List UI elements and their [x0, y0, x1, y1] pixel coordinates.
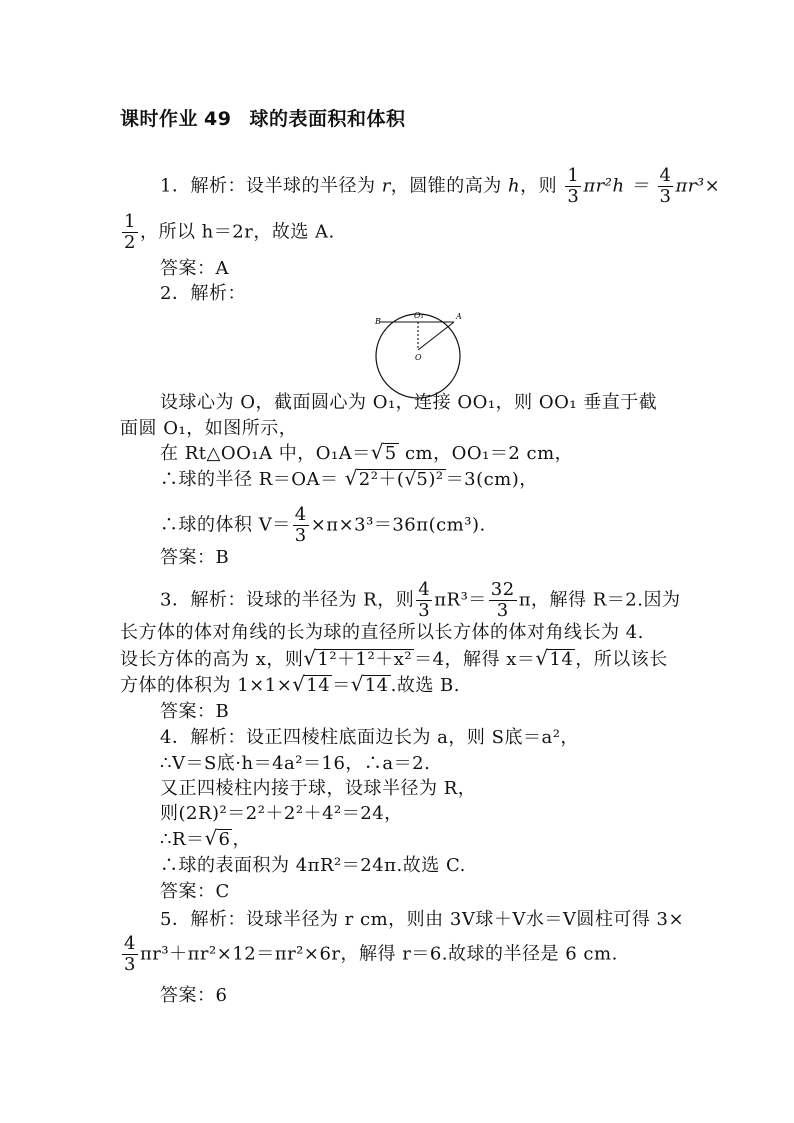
fraction: $\frac{4}{3}$: [418, 579, 431, 621]
radical: √ 14: [351, 674, 391, 698]
q5-answer: 答案：6: [160, 985, 228, 1006]
q3-line-4: 方体的体积为 1×1×√ 14 ＝√ 14 .故选 B.: [120, 674, 460, 698]
fraction: $\frac{4}{3}$: [294, 504, 307, 546]
q2-lead: 2．解析：: [160, 283, 246, 304]
q2-line-4: ∴球的半径 R＝OA＝ √ 2²＋(√5)² ＝3(cm)，: [160, 468, 538, 492]
page-title: [120, 104, 405, 131]
q4-line-4: 则(2R)²＝2²＋2²＋4²＝24，: [160, 803, 403, 824]
q4-answer: 答案：C: [160, 881, 230, 902]
radical: √ 1²＋1²＋x²: [303, 648, 414, 672]
fraction: $\frac{32}{3}$: [490, 579, 515, 621]
fraction: $\frac{4}{3}$: [124, 933, 136, 975]
label-O: O: [415, 353, 422, 362]
q3-line-2: 长方体的体对角线的长为球的直径所以长方体的体对角线长为 4.: [120, 622, 644, 643]
q5-line-1: 5．解析：设球半径为 r cm，则由 3V球＋V水＝V圆柱可得 3×: [160, 909, 685, 930]
q2-line-5: ∴球的体积 V＝ $\frac{4}{3}$ ×π×3³＝36π(cm³).: [160, 504, 486, 546]
q1-line-1: 1．解析：设半球的半径为 r，圆锥的高为 h，则 $\frac{1}{3}$ πr²h ＝ $\frac{4}{3}$ πr³×: [160, 165, 721, 207]
q2-line-2: 面圆 O₁，如图所示，: [120, 418, 298, 439]
label-O1: O₁: [414, 311, 424, 320]
q1-line-2: $\frac{1}{2}$ ，所以 h＝2r，故选 A.: [124, 211, 335, 253]
q4-line-6: ∴球的表面积为 4πR²＝24π.故选 C.: [160, 855, 466, 876]
q5-line-2: $\frac{4}{3}$ πr³＋πr²×12＝πr²×6r，解得 r＝6.故球的半径是 6 cm.: [124, 933, 618, 975]
q3-answer: 答案：B: [160, 701, 230, 722]
title-prefix: 课时作业: [120, 108, 199, 130]
q3-line-1: 3．解析：设球的半径为 R，则 $\frac{4}{3}$ πR³＝ $\frac{32}{3}$ π，解得 R＝2.因为: [160, 579, 681, 621]
radical: √ 2²＋(√5)²: [345, 468, 446, 492]
fraction: $\frac{4}{3}$: [659, 165, 672, 207]
q4-line-5: ∴R＝√ 6 ，: [160, 828, 251, 852]
fraction: $\frac{1}{3}$: [567, 165, 580, 207]
label-B: B: [375, 317, 381, 326]
q4-line-1: 4．解析：设正四棱柱底面边长为 a，则 S底＝a²，: [160, 727, 579, 748]
q2-line-3: 在 Rt△OO₁A 中，O₁A＝√ 5 cm，OO₁＝2 cm，: [160, 442, 573, 466]
q2-line-1: 设球心为 O，截面圆心为 O₁，连接 OO₁，则 OO₁ 垂直于截: [160, 392, 658, 413]
q1-answer: 答案：A: [160, 258, 229, 279]
fraction: $\frac{1}{2}$: [124, 211, 136, 253]
radical: √ 14: [535, 648, 575, 672]
q3-line-3: 设长方体的高为 x，则√ 1²＋1²＋x² ＝4，解得 x＝√ 14 ，所以该长: [120, 648, 668, 672]
q2-answer: 答案：B: [160, 547, 230, 568]
radical: √ 6: [205, 828, 233, 852]
q4-line-2: ∴V＝S底·h＝4a²＝16，∴a＝2.: [160, 753, 431, 774]
sphere-section-figure: [366, 304, 466, 404]
title-number: 49: [204, 108, 232, 130]
label-A: A: [456, 312, 462, 321]
segment-OA: [418, 322, 454, 350]
title-name: 球的表面积和体积: [249, 108, 406, 130]
q4-line-3: 又正四棱柱内接于球，设球半径为 R，: [160, 778, 477, 799]
radical: √ 5: [371, 442, 399, 466]
radical: √ 14: [292, 674, 332, 698]
